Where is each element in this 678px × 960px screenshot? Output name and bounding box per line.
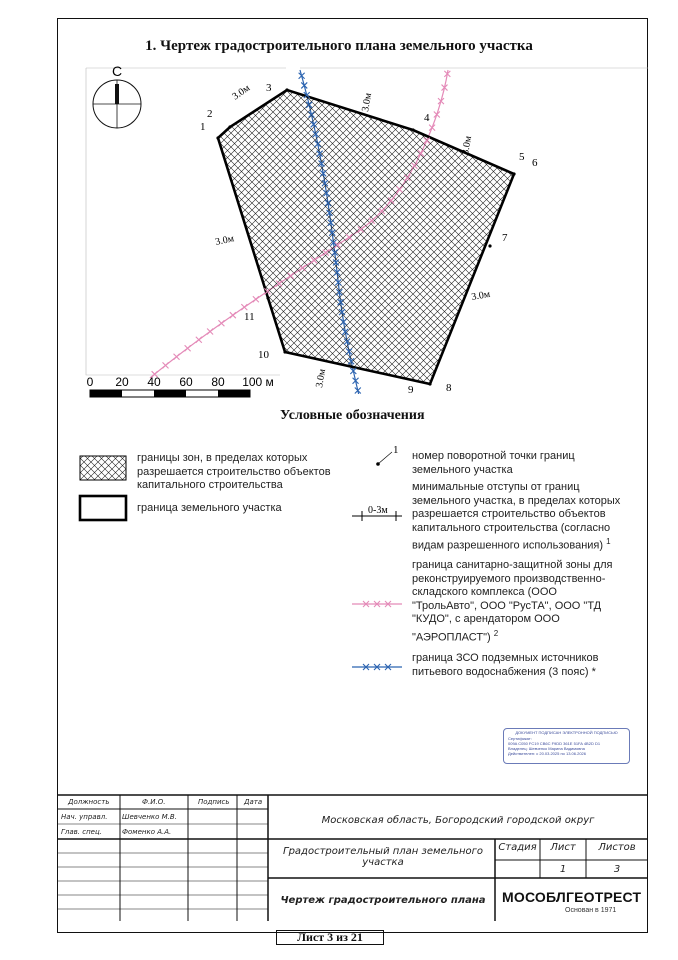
sheet-number-label: Лист 3 из 21 [276,930,384,945]
stamp-header-signature: Подпись [198,798,230,806]
point-label-10: 10 [258,349,269,361]
company-founded: Основан в 1971 [565,907,617,914]
scale-tick-100: 100 м [242,375,274,389]
stamp-header-sheets: Листов [598,841,636,853]
legend-sanitary-text [412,559,617,645]
stamp-header-sheet: Лист [550,841,576,853]
legend-water-symbol [352,664,402,670]
legend-title: Условные обозначения [280,408,425,423]
stamp-header-stage: Стадия [498,841,537,853]
point-label-7: 7 [502,232,508,244]
stamp-row1-name: Шевченко М.В. [122,812,177,821]
legend-offset-symbol [352,505,402,521]
legend-sanitary-body: граница санитарно-защитной зоны для реконструируемого производственно-складского комплекса (ООО "ТрольАвто", ООО "РусТА", ООО "ТД "КУДО", с арендатором ООО "АЭРОПЛАСТ") [412,559,613,644]
north-compass-icon [93,63,141,128]
stamp-sheet-number: 1 [559,863,567,875]
stamp-row2-position: Глав. спец. [61,827,102,836]
zone-x-marker [218,320,224,326]
point-label-5: 5 [519,151,525,163]
zone-x-marker [230,312,236,318]
zone-x-marker [196,337,202,343]
drawing-title: 1. Чертеж градостроительного плана земельного участка [145,38,533,54]
e-signature-cert-label: Сертификат: [508,736,532,741]
e-signature-stamp [503,728,630,764]
point-label-8: 8 [446,382,452,394]
legend-turn-point-text: номер поворотной точки границ земельного участка [412,450,575,476]
e-signature-cert: 009A C050 FC19 CB6C F9DD 361E 51FA 4B2D D1 [508,741,601,746]
offset-label-4: 3.0м [214,233,236,248]
stamp-header-position: Должность [68,798,110,806]
point-label-4: 4 [424,112,430,124]
e-signature-validity: Действителен: с 20.03.2025 по 13.06.2026 [508,751,586,756]
zone-x-marker [163,362,169,368]
legend-sanitary-symbol [352,601,402,607]
stamp-sheet-count: 3 [613,863,621,875]
stamp-region: Московская область, Богородский городской округ [321,814,595,826]
scale-tick-60: 60 [179,375,193,389]
scale-tick-80: 80 [211,375,225,389]
e-signature-owner: Владелец: Шевченко Марина Вадимовна [508,746,585,751]
scale-tick-40: 40 [147,375,161,389]
offset-label-5: 3.0м [470,288,492,303]
zone-x-marker [185,345,191,351]
compass-north-letter: С [111,63,123,79]
offset-label-1: 3.0м [230,82,253,103]
e-signature-header: ДОКУМЕНТ ПОДПИСАН ЭЛЕКТРОННОЙ ПОДПИСЬЮ [515,730,618,735]
legend-boundary-text: граница земельного участка [137,502,282,514]
legend-hatched-text: границы зон, в пределах которых разрешается строительство объектов капитального строительства [137,452,331,491]
zone-x-marker [241,304,247,310]
point-label-1: 1 [200,121,206,133]
point-label-3: 3 [266,82,272,94]
scale-tick-0: 0 [86,375,94,389]
legend-offsets-body: минимальные отступы от границ земельного участка, в пределах которых разрешается строительство объектов капитального строительства (согласно видам разрешенного использования) [412,481,621,552]
legend-sanitary-footnote: 2 [493,628,499,638]
legend-offsets-footnote: 1 [606,537,611,546]
zone-x-marker [429,125,435,131]
offset-label-6: 3.0м [314,368,329,389]
stamp-header-date: Дата [244,798,263,806]
company-logo: МОСОБЛГЕОТРЕСТ [502,889,642,905]
legend-hatched-symbol [80,456,126,480]
stamp-row2-name: Фоменко А.А. [122,827,172,836]
legend-water-text: граница ЗСО подземных источников питьевого водоснабжения (3 пояс) * [412,652,599,678]
legend-boundary-symbol [80,496,126,520]
legend-turn-point-number: 1 [393,444,399,456]
legend-offsets-text [412,481,627,553]
legend-turn-point-symbol [376,444,398,466]
scale-bar [87,375,274,397]
zone-x-marker [253,296,259,302]
stamp-row1-position: Нач. управл. [61,812,108,821]
stamp-drawing-title: Чертеж градостроительного плана [280,894,486,906]
scale-tick-20: 20 [115,375,129,389]
offset-label-3: 3.0м [460,135,475,156]
point-label-2: 2 [207,108,213,120]
buildable-zone-hatch [218,90,514,384]
point-label-11: 11 [244,311,255,323]
legend-offset-label: 0-3м [368,505,388,516]
offset-label-2: 3.0м [360,92,375,113]
point-label-6: 6 [532,157,538,169]
point-label-9: 9 [408,384,414,396]
zone-x-marker [207,328,213,334]
stamp-document-title: Градостроительный план земельного участка [283,846,483,868]
zone-x-marker [174,354,180,360]
stamp-header-name: Ф.И.О. [142,798,166,806]
